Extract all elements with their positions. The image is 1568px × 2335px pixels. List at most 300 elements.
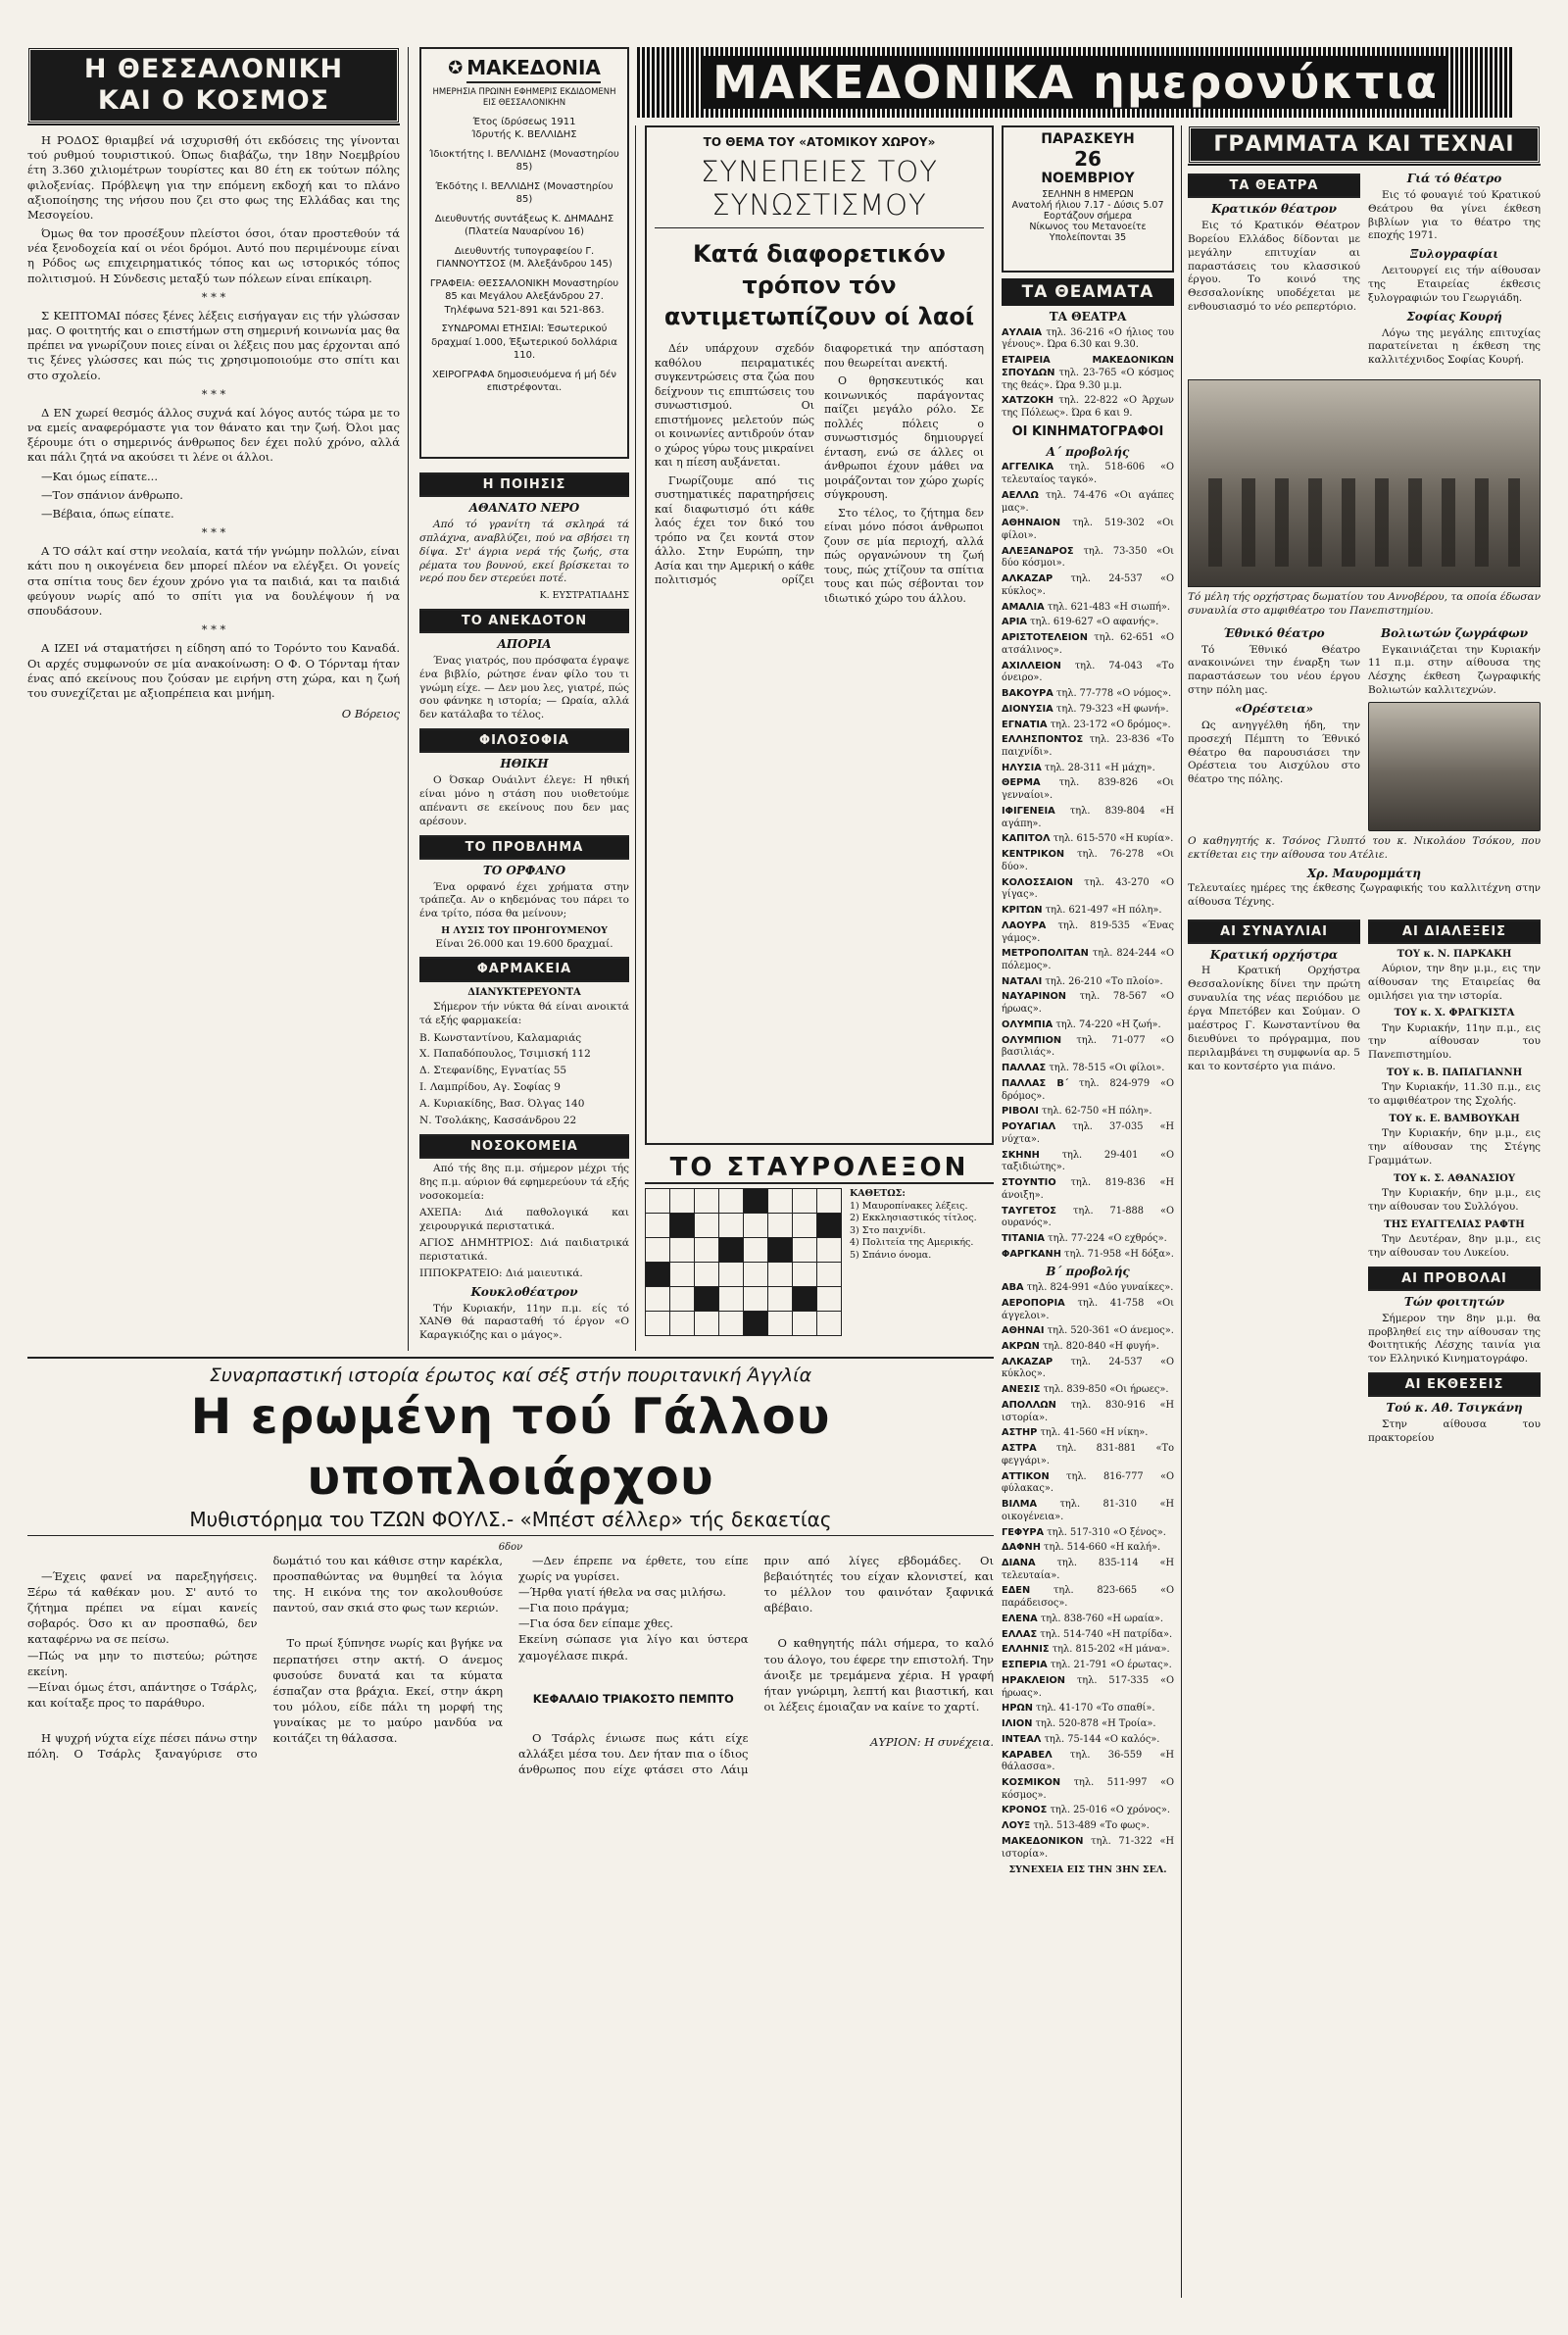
hospitals-text: Από τής 8ης π.μ. σήμερον μέχρι τής 8ης π.μ. αύριον θά εφημερεύουν τά εξής νοσοκομεία: bbox=[419, 1162, 629, 1202]
lecture-title: ΤΟΥ κ. Χ. ΦΡΑΓΚΙΣΤΑ bbox=[1394, 1008, 1515, 1019]
paragraph: Εγκαινιάζεται την Κυριακήν 11 π.μ. στην αίθουσα της Λέσχης έκθεση ζωγραφικής Βολιωτών καλλιτεχνών. bbox=[1368, 643, 1541, 697]
listing-item bbox=[1002, 1150, 1174, 1174]
crossword-cell[interactable] bbox=[768, 1287, 793, 1312]
arts-sub: Έθνικό θέατρο bbox=[1223, 625, 1325, 640]
crossword-cell[interactable] bbox=[793, 1214, 817, 1238]
listing-text: τηλ. 517-310 «Ο ξένος». bbox=[1047, 1526, 1166, 1538]
article-headline: ΣΥΝΕΠΕΙΕΣ ΤΟΥ ΣΥΝΩΣΤΙΣΜΟΥ bbox=[655, 155, 984, 228]
listing-name: ΑΛΚΑΖΑΡ bbox=[1002, 573, 1054, 585]
listing-text: τηλ. 23-765 «Ο κόσμος της θεάς». Ώρα 9.30 μ.μ. bbox=[1002, 367, 1174, 391]
crossword-cell[interactable] bbox=[646, 1214, 670, 1238]
listing-text: τηλ. 71-958 «Η δόξα». bbox=[1064, 1248, 1174, 1260]
listing-text: τηλ. 824-244 «Ο πόλεμος». bbox=[1002, 948, 1174, 972]
paragraph: Εις τό φουαγιέ τού Κρατικού Θεάτρου θα γίνει έκθεση βιβλίων για το θέατρο της εποχής 1971. bbox=[1368, 188, 1541, 242]
listing-name: ΙΦΙΓΕΝΕΙΑ bbox=[1002, 805, 1055, 817]
pharmacies-list bbox=[419, 1032, 629, 1128]
left-column-title: Η ΘΕΣΣΑΛΟΝΙΚΗ ΚΑΙ Ο ΚΟΣΜΟΣ bbox=[27, 47, 400, 124]
lecture-title: ΤΟΥ κ. Β. ΠΑΠΑΓΙΑΝΝΗ bbox=[1386, 1068, 1523, 1079]
listing-name: ΑΡΙΑ bbox=[1002, 617, 1027, 628]
listing-item bbox=[1002, 1629, 1174, 1642]
lectures-list bbox=[1368, 948, 1541, 1261]
listing-name: ΣΤΟΥΝΤΙΟ bbox=[1002, 1177, 1056, 1189]
listing-item bbox=[1002, 920, 1174, 945]
crossword-down-clues: ΚΑΘΕΤΩΣ: 1) Μαυροπίνακες λέξεις. 2) Εκκλησιαστικός τίτλος. 3) Στο παιχνίδι. 4) Πολιτεία της Αμερικής. 5) Σπάνιο όνομα. bbox=[850, 1188, 977, 1261]
arts-sub: Χρ. Μαυρομμάτη bbox=[1306, 866, 1422, 880]
listing-text: τηλ. 71-888 «Ο ουρανός». bbox=[1002, 1205, 1174, 1229]
left-column-body bbox=[27, 133, 400, 721]
arts-sub: Γιά τό θέατρο bbox=[1406, 172, 1502, 185]
listing-name: ΑΛΚΑΖΑΡ bbox=[1002, 1356, 1054, 1367]
listing-name: ΕΛΛΑΣ bbox=[1002, 1628, 1038, 1640]
listing-text: τηλ. 839-850 «Οι ήρωες». bbox=[1043, 1384, 1169, 1396]
listing-name: ΑΚΡΩΝ bbox=[1002, 1340, 1040, 1352]
listing-item bbox=[1002, 1443, 1174, 1467]
crossword-cell[interactable] bbox=[695, 1312, 719, 1336]
listing-text: τηλ. 820-840 «Η φυγή». bbox=[1043, 1340, 1159, 1352]
paragraph: Σ ΚΕΠΤΟΜΑΙ πόσες ξένες λέξεις εισήγαγαν εις τήν γλώσσαν μας. Ο φοιτητής και ο επιστήμων στη σημερινή κοινωνία μας θα πρέπει να γνωρίζουν ποιες είναι οι λέξεις που μας έρχονται από τις ξένες γλώσσες και πώς τις χρησιμοποιούμε στο σπίτι και στο σχολείο. bbox=[27, 308, 400, 382]
listing-item bbox=[1002, 1121, 1174, 1146]
paragraph: Α ΙΖΕΙ νά σταματήσει η είδηση από το Τορόντο του Καναδά. Οι αρχές συμφωνούν σε μία ανακοίνωση: Ο Φ. Ο Τόρνταμ ήταν ένας από εκείνους που ζούσαν με ειρήνη στη χώρα, και η ζωή του συνεχίζεται με αξιοπρέπεια και μνήμη. bbox=[27, 641, 400, 700]
crossword-cell[interactable] bbox=[695, 1189, 719, 1214]
lecture-title: ΤΟΥ κ. Ε. ΒΑΜΒΟΥΚΑΗ bbox=[1389, 1114, 1520, 1125]
listing-text: τηλ. 520-878 «Η Τροία». bbox=[1035, 1718, 1156, 1730]
listing-item bbox=[1002, 720, 1174, 732]
listing-item bbox=[1002, 632, 1174, 657]
arts-left bbox=[1188, 168, 1360, 372]
listing-name: ΕΛΛΗΣΠΟΝΤΟΣ bbox=[1002, 734, 1084, 746]
arts-sub: Ξυλογραφίαι bbox=[1409, 247, 1499, 262]
listing-name: ΔΙΑΝΑ bbox=[1002, 1557, 1036, 1568]
lecture-text: Την Κυριακήν, 6ην μ.μ., εις την αίθουσαν της Στέγης Γραμμάτων. bbox=[1368, 1127, 1541, 1167]
divider: * * * bbox=[201, 386, 226, 401]
listing-item bbox=[1002, 1660, 1174, 1672]
listing-item bbox=[1002, 462, 1174, 486]
philosophy-title: ΗΘΙΚΗ bbox=[500, 757, 549, 771]
crossword-cell bbox=[817, 1214, 842, 1238]
listing-name: ΗΛΥΣΙΑ bbox=[1002, 762, 1042, 773]
second-run-list bbox=[1002, 1282, 1174, 1861]
arts-right bbox=[1368, 168, 1541, 372]
listing-name: ΡΟΥΑΓΙΑΛ bbox=[1002, 1121, 1056, 1133]
paragraph: —Τον σπάνιον άνθρωπο. bbox=[41, 487, 183, 502]
listing-name: ΚΡΙΤΩΝ bbox=[1002, 905, 1043, 917]
novel-kicker: Συναρπαστική ιστορία έρωτος καί σέξ στήν πουριτανική Άγγλία bbox=[209, 1365, 812, 1386]
masthead-box: ✪ ΜΑΚΕΔΟΝΙΑ ΗΜΕΡΗΣΙΑ ΠΡΩΙΝΗ ΕΦΗΜΕΡΙΣ ΕΚΔΙΔΟΜΕΝΗ ΕΙΣ ΘΕΣΣΑΛΟΝΙΚΗΝ Έτος ίδρύσεως 1911 Ίδρυτής Κ. ΒΕΛΛΙΔΗΣ Ίδιοκτήτης Ι. ΒΕΛΛΙΔΗΣ (Μοναστηρίου 85) Έκδότης Ι. ΒΕΛΛΙΔΗΣ (Μοναστηρίου 85) Διευθυντής συντάξεως Κ. ΔΗΜΑΔΗΣ (Πλατεία Ναυαρίνου 16) Διευθυντής τυπογραφείου Γ. ΓΙΑΝΝΟΥΤΣΟΣ (Μ. Άλεξάνδρου 145) ΓΡΑΦΕΙΑ: ΘΕΣΣΑΛΟΝΙΚΗ Μοναστηρίου 85 και Μεγάλου Αλεξάνδρου 27. Τηλέφωνα 521-891 και 521-863. ΣΥΝΔΡΟΜΑΙ ΕΤΗΣΙΑΙ: Έσωτερικού δραχμαί 1.000, Έξωτερικού δολλάρια 110. ΧΕΙΡΟΓΡΑΦΑ δημοσιευόμενα ή μή δέν επιστρέφονται. bbox=[419, 47, 629, 459]
listing-name: ΝΑΥΑΡΙΝΟΝ bbox=[1002, 991, 1067, 1003]
paragraph: Σήμερον την 8ην μ.μ. θα προβληθεί εις την αίθουσαν της Φοιτητικής Λέσχης ταινία για τον Ελληνικό Κινηματογράφο. bbox=[1368, 1312, 1541, 1366]
listing-name: ΗΡΩΝ bbox=[1002, 1703, 1033, 1714]
listing-name: ΟΛΥΜΠΙΟΝ bbox=[1002, 1034, 1062, 1046]
arts-sub: Βολιωτών ζωγράφων bbox=[1380, 625, 1529, 640]
crossword-cell[interactable] bbox=[695, 1214, 719, 1238]
listing-name: ΕΔΕΝ bbox=[1002, 1585, 1031, 1597]
listing-item bbox=[1002, 1558, 1174, 1582]
chapter-heading: ΚΕΦΑΛΑΙΟ ΤΡΙΑΚΟΣΤΟ ΠΕΜΠΤΟ bbox=[532, 1691, 734, 1706]
listing-text: τηλ. 514-740 «Η πατρίδα». bbox=[1040, 1628, 1173, 1640]
listing-item bbox=[1002, 1427, 1174, 1440]
poem-text: Από τό γρανίτη τά σκληρά τά σπλάχνα, αναβλύζει, πού να σβήσει τη δίψα. Στ' άγρια νερά τής ζωής, στα ρέματα του βουνού, εκεί βρίσκεται το νερό που δεν στερεύει ποτέ. bbox=[419, 518, 629, 585]
listing-text: τηλ. 815-202 «Η μάνα». bbox=[1052, 1644, 1170, 1656]
crossword-cell bbox=[695, 1287, 719, 1312]
list-item: ΑΧΕΠΑ: Διά παθολογικά και χειρουργικά περιστατικά. bbox=[419, 1207, 629, 1233]
listing-text: τηλ. 615-570 «Η κυρία». bbox=[1053, 833, 1174, 845]
anecdote-text: Ένας γιατρός, που πρόσφατα έγραψε ένα βιβλίο, ρώτησε έναν φίλο του τι γνώμη είχε. — Δεν μου λες, γιατρέ, πώς σου φάνηκε η ιστορία; — Ωραία, αλλά δεν κατάλαβα το τέλος. bbox=[419, 654, 629, 721]
listing-text: τηλ. 824-991 «Δύο γυναίκες». bbox=[1026, 1282, 1174, 1294]
listing-item bbox=[1002, 1249, 1174, 1262]
listing-name: ΒΙΛΜΑ bbox=[1002, 1499, 1038, 1511]
arts-theatre-section: ΤΑ ΘΕΑΤΡΑ bbox=[1188, 174, 1360, 198]
listing-text: τηλ. 514-660 «Η καλή». bbox=[1044, 1542, 1161, 1554]
crossword-cell[interactable] bbox=[670, 1238, 695, 1263]
listing-text: τηλ. 838-760 «Η ωραία». bbox=[1040, 1613, 1164, 1624]
crossword-cell[interactable] bbox=[793, 1263, 817, 1287]
lecture-title: ΤΗΣ ΕΥΑΓΓΕΛΙΑΣ ΡΑΦΤΗ bbox=[1384, 1218, 1525, 1230]
listing-text: τηλ. 37-035 «Η νύχτα». bbox=[1002, 1121, 1174, 1145]
listing-name: ΕΤΑΙΡΕΙΑ ΜΑΚΕΔΟΝΙΚΩΝ ΣΠΟΥΔΩΝ bbox=[1002, 355, 1174, 378]
listing-text: τηλ. 41-170 «Το σπαθί». bbox=[1036, 1703, 1155, 1714]
list-item: Ι. Λαμπρίδου, Αγ. Σοφίας 9 bbox=[419, 1081, 561, 1094]
continued-note: ΣΥΝΕΧΕΙΑ ΕΙΣ ΤΗΝ 3ΗΝ ΣΕΛ. bbox=[1008, 1864, 1167, 1876]
crossword-cell[interactable] bbox=[793, 1238, 817, 1263]
photo-caption: Τό μέλη τής ορχήστρας δωματίου του Αννοβέρου, τα οποία έδωσαν συναυλία στο αμφιθέατρο του Πανεπιστημίου. bbox=[1188, 591, 1541, 617]
listing-name: ΜΑΚΕΔΟΝΙΚΟΝ bbox=[1002, 1835, 1084, 1847]
crossword-cell[interactable] bbox=[744, 1263, 768, 1287]
problem-text: Ένα ορφανό έχει χρήματα στην τράπεζα. Αν ο κηδεμόνας του πάρει το ένα τρίτο, πόσα θα μείνουν; bbox=[419, 880, 629, 920]
first-run-list bbox=[1002, 462, 1174, 1261]
arts-sub: Σοφίας Κουρή bbox=[1406, 309, 1502, 323]
paragraph: Η ΡΟΔΟΣ θριαμβεί νά ισχυρισθή ότι εκδόσεις της γίνονται τού ρυθμού τουριστικού. Όπως διαβάζω, την 18ην Νοεμβρίου έτη 3.360 χιλιομέτρων τουρίστες και 80 έτη εκ τούτων πόλης φιλοξενίας. Πρόβλεψη για την επόμενη εκδοχή και το πλάνο αξιοποίησης της νήσου που ζει στο φως της Ελλάδας και της Μεσογείου. bbox=[27, 133, 400, 222]
listing-text: τηλ. 76-278 «Οι δύο». bbox=[1002, 849, 1174, 872]
crossword-cell[interactable] bbox=[646, 1287, 670, 1312]
listing-text: τηλ. 22-822 «Ο Άρχων της Πόλεως». Ώρα 6 και 9. bbox=[1002, 395, 1174, 420]
listing-item bbox=[1002, 1820, 1174, 1833]
paragraph: Εις τό Κρατικόν Θέατρον Βορείου Ελλάδος δίδονται με μεγάλην επιτυχίαν αι παραστάσεις του κλασσικού έργου. Το κοινό της Θεσσαλονίκης υποδέχεται με ενθουσιασμό το νέο ρεπερτόριο. bbox=[1188, 219, 1360, 314]
listing-text: τηλ. 81-310 «Η οικογένεια». bbox=[1002, 1499, 1174, 1522]
main-article bbox=[645, 125, 994, 1145]
listing-name: ΤΙΤΑΝΙΑ bbox=[1002, 1232, 1046, 1244]
crossword-cell[interactable] bbox=[695, 1238, 719, 1263]
arts-sub: «Ορέστεια» bbox=[1235, 702, 1313, 717]
divider: * * * bbox=[201, 525, 226, 540]
crossword-cell[interactable] bbox=[695, 1263, 719, 1287]
concerts bbox=[1188, 914, 1360, 1450]
listing-name: ΑΥΛΑΙΑ bbox=[1002, 326, 1043, 338]
listing-item bbox=[1002, 688, 1174, 701]
listing-name: ΛΟΥΞ bbox=[1002, 1820, 1031, 1832]
listing-name: ΗΡΑΚΛΕΙΟΝ bbox=[1002, 1674, 1066, 1686]
listing-name: ΚΕΝΤΡΙΚΟΝ bbox=[1002, 849, 1065, 861]
paragraph: Ο καθηγητής πάλι σήμερα, το καλό του άλογο, του έφερε την επιστολή. Την άνοιξε με τρεμάμενα χέρια. Η γραφή ήταν γνώριμη, λεπτή και βιαστική, και οι λέξεις έμοιαζαν να καίνε το χαρτί. bbox=[763, 1636, 994, 1714]
listing-text: τηλ. 824-979 «Ο δρόμος». bbox=[1002, 1077, 1174, 1102]
entertainment-column bbox=[1002, 278, 1174, 2298]
crossword-cell[interactable] bbox=[744, 1238, 768, 1263]
pharmacies-subtitle: ΔΙΑΝΥΚΤΕΡΕΥΟΝΤΑ bbox=[467, 986, 581, 998]
crossword-cell[interactable] bbox=[768, 1312, 793, 1336]
list-item: ΙΠΠΟΚΡΑΤΕΙΟ: Διά μαιευτικά. bbox=[419, 1267, 583, 1279]
listing-item bbox=[1002, 1805, 1174, 1817]
listing-item bbox=[1002, 1298, 1174, 1322]
crossword-grid[interactable] bbox=[645, 1188, 842, 1336]
listing-text: τηλ. 26-210 «Το πλοίο». bbox=[1045, 975, 1163, 987]
poem-author: Κ. ΕΥΣΤΡΑΤΙΑΔΗΣ bbox=[539, 590, 629, 602]
listing-text: τηλ. 513-489 «Το φως». bbox=[1033, 1820, 1150, 1832]
crossword-cell[interactable] bbox=[646, 1238, 670, 1263]
listing-item bbox=[1002, 1400, 1174, 1424]
crossword-cell[interactable] bbox=[793, 1189, 817, 1214]
listing-name: ΙΝΤΕΑΛ bbox=[1002, 1733, 1042, 1745]
listing-name: ΕΛΛΗΝΙΣ bbox=[1002, 1644, 1050, 1656]
paragraph: Δ ΕΝ χωρεί θεσμός άλλος συχνά καί λόγος αυτός τώρα με το να εμείς αναφερόμαστε για τον θάνατο και την ζωή. Όλοι μας ξέρουμε ότι ο σημερινός άνθρωπος δεν έχει πολύ χρόνο, αλλά και πάλι ζητά να ακούσει τι λένε οι άλλοι. bbox=[27, 405, 400, 465]
listing-text: τηλ. 518-606 «Ο τελευταίος ταγκό». bbox=[1002, 462, 1174, 486]
novel-top-rule bbox=[27, 1357, 994, 1359]
arts-lower bbox=[1188, 914, 1541, 1450]
article-kicker: ΤΟ ΘΕΜΑ ΤΟΥ «ΑΤΟΜΙΚΟΥ ΧΩΡΟΥ» bbox=[703, 135, 936, 149]
listing-text: τηλ. 835-114 «Η τελευταία». bbox=[1002, 1557, 1174, 1581]
crossword-cell bbox=[793, 1287, 817, 1312]
lecture-title: ΤΟΥ κ. Ν. ΠΑΡΚΑΚΗ bbox=[1396, 948, 1512, 960]
paragraph: Στην αίθουσα του πρακτορείου bbox=[1368, 1418, 1541, 1444]
listing-name: ΑΝΕΣΙΣ bbox=[1002, 1384, 1041, 1396]
listing-name: ΔΙΟΝΥΣΙΑ bbox=[1002, 703, 1054, 715]
listing-item bbox=[1002, 1527, 1174, 1540]
portrait-photo bbox=[1368, 702, 1541, 831]
listing-text: τηλ. 28-311 «Η μάχη». bbox=[1044, 762, 1155, 773]
crossword-cell[interactable] bbox=[744, 1214, 768, 1238]
listing-name: ΔΑΦΝΗ bbox=[1002, 1542, 1041, 1554]
listing-name: ΕΣΠΕΡΙΑ bbox=[1002, 1660, 1048, 1671]
listing-text: τηλ. 24-537 «Ο κύκλος». bbox=[1002, 1356, 1174, 1380]
novel-episode: 6δον bbox=[498, 1542, 523, 1553]
listing-name: ΑΣΤΗΡ bbox=[1002, 1427, 1038, 1439]
listing-name: ΑΛΕΞΑΝΔΡΟΣ bbox=[1002, 545, 1074, 557]
crossword-cell[interactable] bbox=[670, 1189, 695, 1214]
listing-name: ΑΧΙΛΛΕΙΟΝ bbox=[1002, 660, 1061, 671]
listing-item bbox=[1002, 1614, 1174, 1626]
listing-name: ΚΟΛΟΣΣΑΙΟΝ bbox=[1002, 876, 1073, 888]
paragraph: Ως ανηγγέλθη ήδη, την προσεχή Πέμπτη το Έθνικό Θέατρο θα παρουσιάσει την Ορέστεια του Αισχύλου στο θέατρο της πόλης. bbox=[1188, 719, 1360, 786]
crossword-cell[interactable] bbox=[768, 1189, 793, 1214]
star-emblem-icon: ✪ bbox=[448, 58, 464, 79]
listing-item bbox=[1002, 1718, 1174, 1731]
listing-item bbox=[1002, 518, 1174, 542]
listing-text: τηλ. 621-483 «Η σιωπή». bbox=[1047, 601, 1170, 613]
listing-name: ΑΕΡΟΠΟΡΙΑ bbox=[1002, 1297, 1065, 1309]
problem-solution: Είναι 26.000 και 19.600 δραχμαί. bbox=[435, 937, 613, 950]
concerts-section-title: ΑΙ ΣΥΝΑΥΛΙΑΙ bbox=[1188, 919, 1360, 944]
list-item: Β. Κωνσταντίνου, Καλαμαριάς bbox=[419, 1031, 582, 1044]
listing-item bbox=[1002, 1233, 1174, 1246]
listing-text: τηλ. 25-016 «Ο χρόνος». bbox=[1050, 1805, 1170, 1816]
listing-text: τηλ. 839-804 «Η αγάπη». bbox=[1002, 805, 1174, 829]
anecdote-title: ΑΠΟΡΙΑ bbox=[497, 636, 552, 651]
section-banner: ΜΑΚΕΔΟΝΙΚΑ ημερονύκτια bbox=[637, 47, 1514, 118]
paragraph: Η Κρατική Ορχήστρα Θεσσαλονίκης δίνει την πρώτη συναυλία της νέας περιόδου με έργα Μπετόβεν και Σούμαν. Ο μαέστρος Γ. Κωνσταντίνου θα διευθύνει το πρόγραμμα, που περιλαμβάνει τη συμφωνία αρ. 5 και το κοντσέρτο για πιάνο. bbox=[1188, 965, 1360, 1072]
listing-item bbox=[1002, 1177, 1174, 1202]
listing-text: τηλ. 29-401 «Ο ταξιδιώτης». bbox=[1002, 1149, 1174, 1173]
listing-item bbox=[1002, 734, 1174, 759]
newspaper-logo: ✪ ΜΑΚΕΔΟΝΙΑ bbox=[427, 55, 621, 83]
column-rule bbox=[1181, 125, 1182, 2298]
features-column bbox=[419, 467, 629, 1351]
exhibitions-sub: Τού κ. Αθ. Τσιγκάνη bbox=[1386, 1401, 1523, 1416]
crossword-cell[interactable] bbox=[817, 1312, 842, 1336]
paragraph: Το πρωί ξύπνησε νωρίς και βγήκε να περπατήσει στην ακτή. Ο άνεμος φυσούσε δυνατά και τα κύματα έσπαζαν στα βράχια. Εκεί, στην άκρη του μόλου, είδε πάλι τη μορφή της γυναίκας με το μαύρο μανδύα να κοιτάζει τη θάλασσα. bbox=[272, 1636, 503, 1746]
crossword-cell[interactable] bbox=[817, 1263, 842, 1287]
crossword-cell[interactable] bbox=[817, 1189, 842, 1214]
listing-item bbox=[1002, 1282, 1174, 1295]
listing-item bbox=[1002, 777, 1174, 802]
listing-item bbox=[1002, 617, 1174, 629]
listing-name: ΠΑΛΛΑΣ bbox=[1002, 1063, 1047, 1074]
listing-text: τηλ. 62-651 «Ο ατσάλινος». bbox=[1002, 632, 1174, 656]
listing-item bbox=[1002, 546, 1174, 571]
listing-item bbox=[1002, 355, 1174, 392]
list-item: ΑΓΙΟΣ ΔΗΜΗΤΡΙΟΣ: Διά παιδιατρικά περιστατικά. bbox=[419, 1237, 629, 1263]
puppet-theatre-text: Τήν Κυριακήν, 11ην π.μ. είς τό ΧΑΝΘ θά παρασταθή τό έργον «Ο Καραγκιόζης και ο μάγος». bbox=[419, 1302, 629, 1342]
listing-item bbox=[1002, 1703, 1174, 1715]
anecdote-section-title: ΤΟ ΑΝΕΚΔΟΤΟΝ bbox=[419, 609, 629, 633]
listing-item bbox=[1002, 1325, 1174, 1338]
listing-text: τηλ. 816-777 «Ο φύλακας». bbox=[1002, 1470, 1174, 1495]
listing-text: τηλ. 78-567 «Ο ήρωας». bbox=[1002, 991, 1174, 1016]
crossword-cell[interactable] bbox=[719, 1189, 744, 1214]
listing-item bbox=[1002, 1499, 1174, 1523]
problem-solution-label: Η ΛΥΣΙΣ ΤΟΥ ΠΡΟΗΓΟΥΜΕΝΟΥ bbox=[441, 925, 608, 937]
crossword-cell bbox=[768, 1238, 793, 1263]
paragraph: Δέν υπάρχουν σχεδόν καθόλου πειραματικές συγκεντρώσεις στα ζώα που δείχνουν τις επιπτώσεις του συνωστισμού. Οι επιστήμονες μελετούν πώς οι κοινωνίες αντιδρούν όταν ο χώρος γύρω τους μικραίνει και η πίεση αυξάνεται. bbox=[655, 342, 814, 470]
paragraph: —Δεν έπρεπε να έρθετε, του είπε χωρίς να γυρίσει. —Ήρθα γιατί ήθελα να σας μιλήσω. —Για ποιο πράγμα; —Για όσα δεν είπαμε χθες. Εκείνη σώπασε για λίγο και ύστερα χαμογέλασε πικρά. bbox=[518, 1554, 749, 1663]
crossword-title: ΤΟ ΣΤΑΥΡΟΛΕΞΟΝ bbox=[645, 1153, 994, 1184]
column-rule bbox=[635, 125, 636, 1351]
pharmacies-section-title: ΦΑΡΜΑΚΕΙΑ bbox=[419, 957, 629, 981]
listing-text: τηλ. 75-144 «Ο καλός». bbox=[1044, 1733, 1160, 1745]
listing-item bbox=[1002, 849, 1174, 873]
crossword bbox=[645, 1153, 994, 1351]
novel-body bbox=[27, 1553, 994, 1777]
listing-text: τηλ. 36-559 «Η θάλασσα». bbox=[1002, 1749, 1174, 1773]
crossword-cell[interactable] bbox=[768, 1263, 793, 1287]
crossword-cell[interactable] bbox=[670, 1312, 695, 1336]
exhibitions-section-title: ΑΙ ΕΚΘΕΣΕΙΣ bbox=[1368, 1372, 1541, 1397]
philosophy-text: Ο Όσκαρ Ουάιλντ έλεγε: Η ηθική είναι μόνο η στάση που υιοθετούμε απέναντι σε εκείνους που δεν μας αρέσουν. bbox=[419, 774, 629, 827]
listing-text: τηλ. 823-665 «Ο παράδεισος». bbox=[1002, 1585, 1174, 1610]
article-body bbox=[655, 342, 984, 606]
listing-text: τηλ. 71-322 «Η ιστορία». bbox=[1002, 1835, 1174, 1860]
lecture-text: Την Κυριακήν, 11ην π.μ., εις την αίθουσαν του Πανεπιστημίου. bbox=[1368, 1021, 1541, 1062]
listing-item bbox=[1002, 833, 1174, 846]
listing-name: ΧΑΤΖΟΚΗ bbox=[1002, 395, 1054, 407]
list-item: Α. Κυριακίδης, Βασ. Όλγας 140 bbox=[419, 1097, 585, 1110]
listing-name: ΚΑΡΑΒΕΛ bbox=[1002, 1749, 1053, 1761]
listing-text: τηλ. 41-758 «Οι άγγελοι». bbox=[1002, 1297, 1174, 1321]
listing-text: τηλ. 62-750 «Η πόλη». bbox=[1041, 1106, 1152, 1118]
list-item: Ν. Τσολάκης, Κασσάνδρου 22 bbox=[419, 1114, 577, 1126]
date-box: ΠΑΡΑΣΚΕΥΗ 26 ΝΟΕΜΒΡΙΟΥ ΣΕΛΗΝΗ 8 ΗΜΕΡΩΝ Ανατολή ήλιου 7.17 - Δύσις 5.07 Εορτάζουν σήμερα Νίκωνος του Μετανοείτε Υπολείπονται 35 bbox=[1002, 125, 1174, 273]
listing-name: ΠΑΛΛΑΣ Β΄ bbox=[1002, 1077, 1069, 1089]
paragraph: Λειτουργεί εις τήν αίθουσαν της Εταιρείας έκθεσις ξυλογραφιών του Γεωργιάδη. bbox=[1368, 265, 1541, 304]
listing-item bbox=[1002, 573, 1174, 598]
listing-item bbox=[1002, 1063, 1174, 1075]
crossword-cell[interactable] bbox=[817, 1287, 842, 1312]
crossword-cell[interactable] bbox=[646, 1312, 670, 1336]
listing-text: τηλ. 517-335 «Ο ήρωας». bbox=[1002, 1674, 1174, 1699]
list-item: Χ. Παπαδόπουλος, Τσιμισκή 112 bbox=[419, 1048, 591, 1061]
arts-banner: ΓΡΑΜΜΑΤΑ ΚΑΙ ΤΕΧΝΑΙ bbox=[1188, 125, 1541, 164]
listing-item bbox=[1002, 877, 1174, 902]
lectures bbox=[1368, 914, 1541, 1450]
listing-text: τηλ. 839-826 «Οι γενναίοι». bbox=[1002, 777, 1174, 802]
crossword-cell[interactable] bbox=[719, 1214, 744, 1238]
listing-item bbox=[1002, 1675, 1174, 1700]
listing-name: ΑΡΙΣΤΟΤΕΛΕΙΟΝ bbox=[1002, 632, 1088, 644]
paragraph: —Έχεις φανεί να παρεξηγήσεις. Ξέρω τά καθέκαν μου. Σ' αυτό το ζήτημα πρέπει να είμαι κανείς σοβαρός. Όσο κι αν προσπαθώ, δεν καταφέρνω να σε πείσω. —Πώς να μην το πιστεύω; ρώτησε εκείνη. —Είναι όμως έτσι, απάντησε ο Τσάρλς, και κοίταξε προς το παράθυρο. bbox=[27, 1569, 258, 1710]
crossword-cell[interactable] bbox=[719, 1287, 744, 1312]
signature: Ο Βόρειος bbox=[341, 707, 400, 721]
crossword-cell[interactable] bbox=[817, 1238, 842, 1263]
problem-section-title: ΤΟ ΠΡΟΒΛΗΜΑ bbox=[419, 835, 629, 860]
listing-name: ΚΑΠΙΤΟΛ bbox=[1002, 833, 1051, 845]
novel-byline: Μυθιστόρημα του ΤΖΩΝ ΦΟΥΛΣ.- «Μπέστ σέλλερ» τής δεκαετίας bbox=[27, 1508, 994, 1536]
article-deck: Κατά διαφορετικόν τρόπον τόν αντιμετωπίζουν οί λαοί bbox=[663, 240, 975, 330]
crossword-cell[interactable] bbox=[719, 1312, 744, 1336]
listing-text: τηλ. 23-172 «Ο δρόμος». bbox=[1050, 719, 1171, 730]
left-column bbox=[27, 47, 400, 1351]
lecture-text: Την Κυριακήν, 6ην μ.μ., εις την αίθουσαν του Συλλόγου. bbox=[1368, 1187, 1541, 1213]
listing-name: ΑΜΑΛΙΑ bbox=[1002, 601, 1045, 613]
crossword-cell[interactable] bbox=[793, 1312, 817, 1336]
cinemas-label: ΟΙ ΚΙΝΗΜΑΤΟΓΡΑΦΟΙ bbox=[1011, 423, 1164, 439]
listing-name: ΕΓΝΑΤΙΑ bbox=[1002, 719, 1048, 730]
lecture-text: Την Δευτέραν, 8ην μ.μ., εις την αίθουσαν του Λυκείου. bbox=[1368, 1232, 1541, 1259]
crossword-cell[interactable] bbox=[768, 1214, 793, 1238]
second-run-label: Β΄ προβολής bbox=[1046, 1265, 1130, 1279]
crossword-cell[interactable] bbox=[646, 1189, 670, 1214]
divider: * * * bbox=[201, 622, 226, 637]
listing-item bbox=[1002, 1384, 1174, 1397]
listing-item bbox=[1002, 905, 1174, 918]
listing-item bbox=[1002, 948, 1174, 972]
crossword-cell[interactable] bbox=[670, 1263, 695, 1287]
concerts-sub: Κρατική ορχήστρα bbox=[1209, 947, 1339, 962]
screenings-section-title: ΑΙ ΠΡΟΒΟΛΑΙ bbox=[1368, 1267, 1541, 1291]
listing-name: ΘΕΡΜΑ bbox=[1002, 777, 1041, 789]
listing-text: τηλ. 41-560 «Η νίκη». bbox=[1040, 1427, 1149, 1439]
crossword-cell bbox=[719, 1238, 744, 1263]
crossword-cell[interactable] bbox=[670, 1287, 695, 1312]
listing-name: ΑΒΑ bbox=[1002, 1282, 1024, 1294]
crossword-cell[interactable] bbox=[719, 1263, 744, 1287]
listing-item bbox=[1002, 806, 1174, 830]
paragraph: Στο τέλος, το ζήτημα δεν είναι μόνο πόσοι άνθρωποι ζουν σε μία περιοχή, αλλά πώς οργανώνουν τη ζωή τους, πώς χτίζουν τα σπίτια τους και πώς σέβονται τον ιδιωτικό χώρο του άλλου. bbox=[824, 506, 984, 605]
arts-body bbox=[1188, 168, 1541, 372]
listing-text: τηλ. 519-302 «Οι φίλοι». bbox=[1002, 518, 1174, 541]
listing-name: ΑΠΟΛΛΩΝ bbox=[1002, 1399, 1056, 1411]
listing-text: τηλ. 77-224 «Ο εχθρός». bbox=[1048, 1232, 1167, 1244]
screenings-sub: Τών φοιτητών bbox=[1403, 1294, 1505, 1309]
listing-text: τηλ. 819-535 «Ένας γάμος». bbox=[1002, 919, 1174, 944]
lectures-section-title: ΑΙ ΔΙΑΛΕΞΕΙΣ bbox=[1368, 919, 1541, 944]
crossword-cell bbox=[744, 1312, 768, 1336]
listing-name: ΡΙΒΟΛΙ bbox=[1002, 1106, 1039, 1118]
crossword-cell[interactable] bbox=[744, 1287, 768, 1312]
philosophy-section-title: ΦΙΛΟΣΟΦΙΑ bbox=[419, 728, 629, 753]
listing-item bbox=[1002, 1206, 1174, 1230]
listing-item bbox=[1002, 1542, 1174, 1555]
listing-text: τηλ. 619-627 «Ο αφανής». bbox=[1030, 617, 1159, 628]
listing-item bbox=[1002, 763, 1174, 775]
listing-item bbox=[1002, 1106, 1174, 1118]
problem-title: ΤΟ ΟΡΦΑΝΟ bbox=[482, 863, 566, 877]
